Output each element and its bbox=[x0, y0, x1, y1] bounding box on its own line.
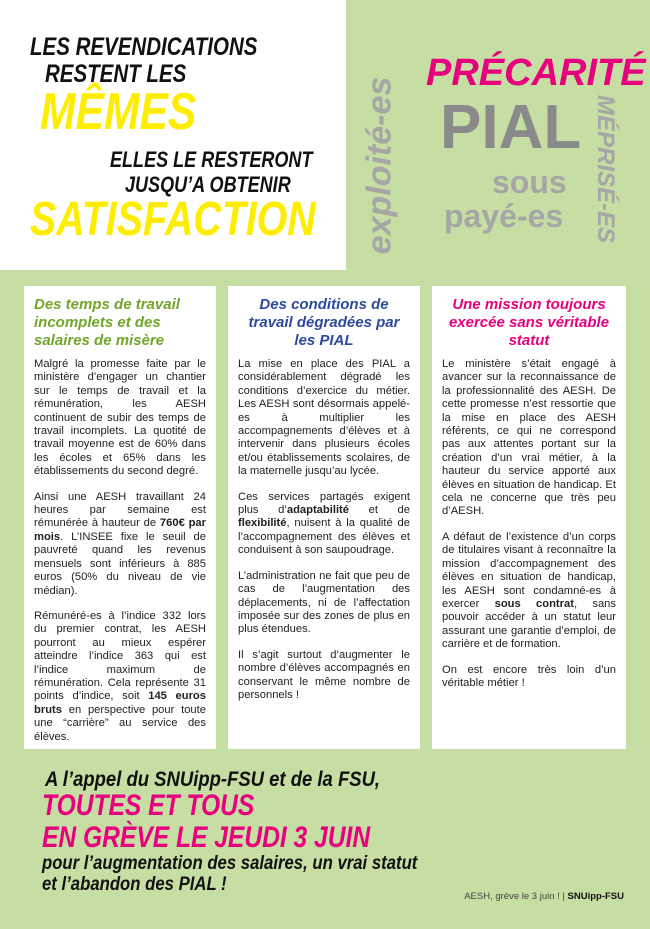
call-line-2: TOUTES ET TOUS bbox=[42, 789, 255, 822]
word-sous: sous bbox=[492, 164, 567, 200]
hero-line-memes: MÊMES bbox=[40, 83, 197, 141]
call-line-5: et l’abandon des PIAL ! bbox=[42, 874, 227, 895]
column-paragraph: L’administration ne fait que peu de cas de l’augmentation des déplacements, ni de l’affectation imposée sur des zones de plus en plus étendues. bbox=[238, 569, 410, 636]
column-conditions-de-travail bbox=[228, 286, 420, 749]
hero-line-satisfaction: SATISFACTION bbox=[30, 193, 316, 246]
column-paragraph: Ainsi une AESH travaillant 24 heures par semaine est rémunérée à hauteur de 760€ par mois. L’INSEE fixe le seuil de pauvreté quand les revenus mensuels sont inférieurs à 885 euros (50% du niveau de vie médian). bbox=[34, 490, 206, 597]
column-paragraph: Rémunéré-es à l’indice 332 lors du premier contrat, les AESH pourront au mieux espérer atteindre l’indice 363 qui est l’indice maximum de rémunération. Cela représente 31 points d’indice, soit 145 euros bruts en perspective pour toute une “carrière” au service des élèves. bbox=[34, 609, 206, 743]
column-paragraph: Ces services partagés exigent plus d’adaptabilité et de flexibilité, nuisent à la qualité de l’accompagnement des élèves et conduisent à son saupoudrage. bbox=[238, 490, 410, 557]
word-paye: payé-es bbox=[444, 198, 564, 234]
call-line-4: pour l’augmentation des salaires, un vrai statut bbox=[42, 853, 418, 874]
word-meprise: MÉPRISÉ-ES bbox=[592, 94, 619, 244]
column-paragraph: A défaut de l’existence d’un corps de titulaires visant à reconnaître la mission d’accompagnement des élèves en situation de handicap, les AESH sont condamné-es à exercer sous contrat, sans pouvoir accéder à un statut leur assurant une garantie d’emploi, de carrière et de formation. bbox=[442, 530, 616, 651]
page-credit: AESH, grève le 3 juin ! | SNUipp-FSU bbox=[464, 891, 624, 902]
column-paragraph: Malgré la promesse faite par le ministère d’engager un chantier sur le temps de travail et la rémunération, les AESH continuent de subir des temps de travail incomplets. La quotité de travail moyenne est de 60% dans les écoles et 65% dans les établissements du second degré. bbox=[34, 358, 206, 478]
column-paragraph: Le ministère s’était engagé à avancer sur la reconnaissance de la professionnalité des AESH. De cette promesse n’est ressortie que la mise en place des AESH référents, ce qui ne correspond pas aux attentes portant sur la création d’un vrai métier, à la hauteur du service apporté aux élèves en situation de handicap. Et cela ne concerne que très peu d’AESH. bbox=[442, 358, 616, 518]
column-title: Des temps de travail incomplets et des salaires de misère bbox=[34, 296, 180, 349]
column-title: Des conditions de travail dégradées par les PIAL bbox=[248, 296, 400, 349]
column-temps-de-travail bbox=[24, 286, 216, 749]
hero-line-5: JUSQU’A OBTENIR bbox=[125, 172, 291, 197]
word-exploite: exploité-es bbox=[360, 76, 399, 255]
hero-line-2: RESTENT LES bbox=[45, 60, 187, 88]
column-title: Une mission toujours exercée sans véritable statut bbox=[448, 296, 610, 349]
word-pial: PIAL bbox=[440, 93, 582, 162]
word-precarite: PRÉCARITÉ bbox=[426, 52, 646, 94]
hero-line-1: LES REVENDICATIONS bbox=[30, 33, 258, 61]
column-mission-statut bbox=[432, 286, 626, 749]
column-paragraph: Il s’agit surtout d’augmenter le nombre d’élèves accompagnés en conservant le même nombre de personnels ! bbox=[238, 648, 410, 701]
call-line-1: A l’appel du SNUipp-FSU et de la FSU, bbox=[45, 768, 381, 791]
column-paragraph: On est encore très loin d’un véritable métier ! bbox=[442, 663, 616, 689]
hero-line-4: ELLES LE RESTERONT bbox=[110, 147, 313, 172]
column-paragraph: La mise en place des PIAL a considérablement dégradé les conditions d’exercice du métier. Les AESH sont désormais appelé-es à multiplier les accompagnements d’élèves et à intervenir dans plusieurs écoles et/ou établissements scolaires, de la maternelle jusqu’au lycée. bbox=[238, 358, 410, 478]
call-line-3: EN GRÈVE LE JEUDI 3 JUIN bbox=[42, 821, 371, 854]
hero-panel bbox=[0, 0, 346, 270]
